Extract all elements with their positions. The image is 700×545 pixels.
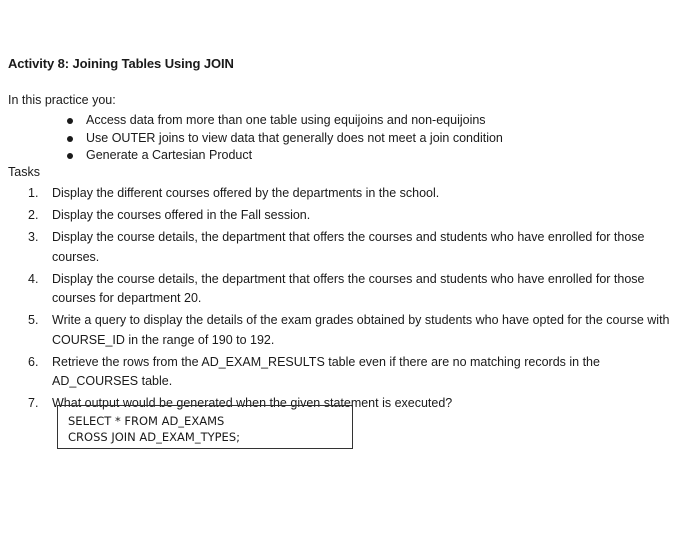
activity-title: Activity 8: Joining Tables Using JOIN	[8, 56, 234, 71]
bullet-icon	[67, 136, 73, 142]
task-number: 4.	[28, 271, 39, 286]
task-text: Display the different courses offered by the departments in the school.	[52, 186, 440, 200]
objective-item	[66, 112, 503, 130]
task-text: Display the course details, the department that offers the courses and students who have enrolled for those courses for department 20.	[52, 271, 645, 305]
bullet-icon	[67, 153, 73, 159]
task-number: 5.	[28, 313, 39, 327]
sql-line: CROSS JOIN AD_EXAM_TYPES;	[68, 430, 241, 444]
tasks-heading: Tasks	[8, 165, 40, 179]
sql-line: SELECT * FROM AD_EXAMS	[68, 414, 225, 428]
objectives-list	[66, 112, 503, 165]
task-number: 7.	[28, 396, 39, 410]
task-item	[28, 270, 688, 309]
task-text: Display the courses offered in the Fall session.	[52, 208, 311, 222]
task-item	[28, 311, 688, 350]
task-item	[28, 184, 688, 204]
objective-item	[66, 147, 503, 165]
task-number: 1.	[28, 186, 39, 200]
task-item	[28, 206, 688, 226]
objective-text: Use OUTER joins to view data that generally does not meet a join condition	[86, 130, 503, 145]
objective-item	[66, 130, 503, 148]
task-item	[28, 228, 688, 267]
task-number: 2.	[28, 208, 39, 222]
objective-text: Generate a Cartesian Product	[86, 148, 253, 162]
intro-text: In this practice you:	[8, 93, 116, 107]
task-text: Display the course details, the department that offers the courses and students who have enrolled for those courses.	[52, 230, 645, 264]
task-number: 6.	[28, 354, 39, 369]
task-item	[28, 353, 688, 392]
task-text: Retrieve the rows from the AD_EXAM_RESULTS table even if there are no matching records in the AD_COURSES table.	[52, 354, 600, 388]
tasks-list	[28, 184, 688, 416]
sql-code-box	[57, 405, 353, 449]
objective-text: Access data from more than one table using equijoins and non-equijoins	[86, 113, 486, 127]
task-number: 3.	[28, 230, 39, 244]
bullet-icon	[67, 118, 73, 124]
task-text: What output would be generated when the given statement is executed?	[52, 396, 453, 410]
task-text: Write a query to display the details of the exam grades obtained by students who have opted for the course with COURSE_ID in the range of 190 to 192.	[52, 313, 670, 347]
